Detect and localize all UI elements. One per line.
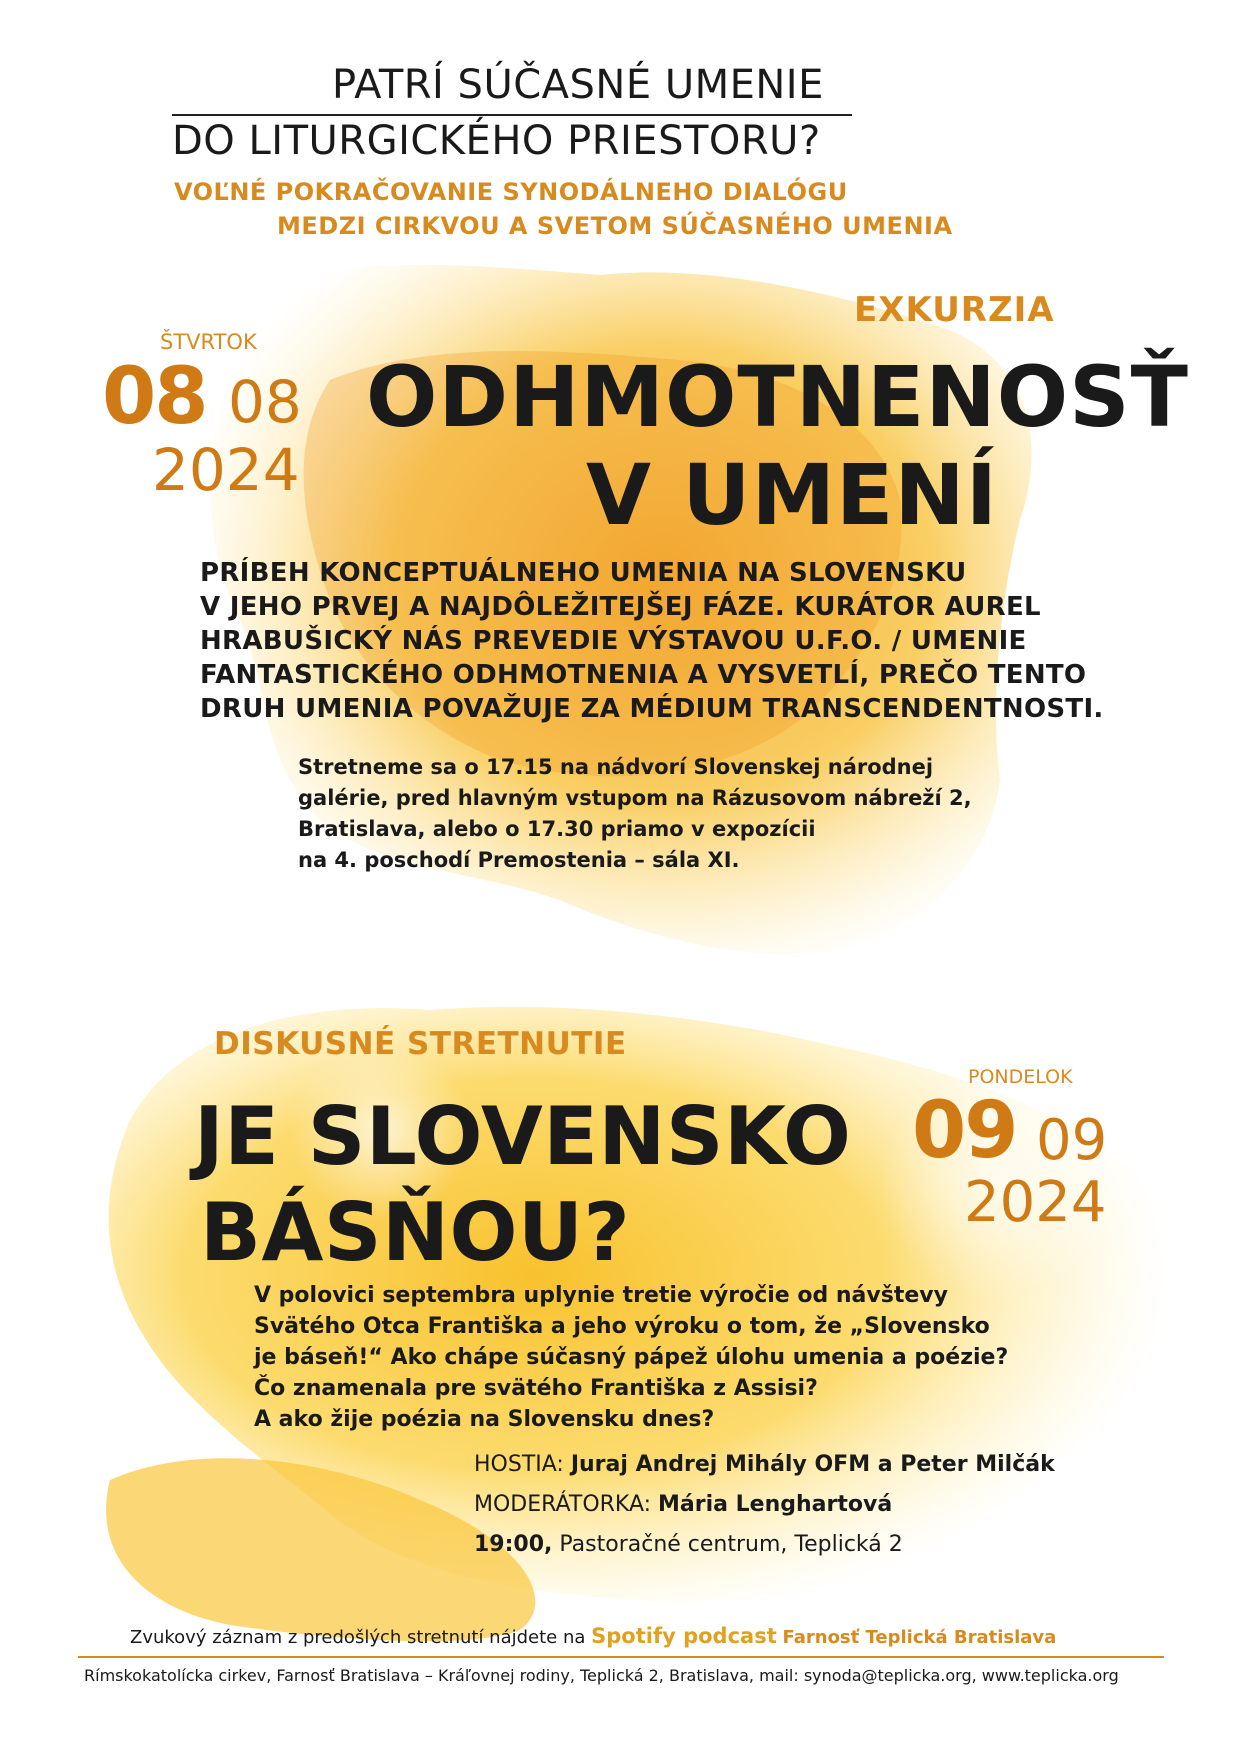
event2-title-line1: JE SLOVENSKO (194, 1090, 852, 1183)
guests-label: HOSTIA: (474, 1452, 564, 1477)
event2-title-line2: BÁSŇOU? (200, 1186, 631, 1279)
footer-recording-text: Zvukový záznam z predošlých stretnutí nájdete na (130, 1627, 586, 1648)
event1-meeting-line: na 4. poschodí Premostenia – sála XI. (298, 848, 740, 872)
header-subtitle-line1: VOĽNÉ POKRAČOVANIE SYNODÁLNEHO DIALÓGU (174, 178, 848, 206)
event1-title-line2: V UMENÍ (586, 446, 998, 544)
event1-year: 2024 (152, 436, 300, 504)
footer-parish-name: Farnosť Teplická Bratislava (782, 1627, 1057, 1648)
event1-meeting-line: Bratislava, alebo o 17.30 priamo v expozícii (298, 817, 816, 841)
event2-day: 09 (912, 1086, 1017, 1176)
event2-type: DISKUSNÉ STRETNUTIE (214, 1026, 627, 1062)
event2-month: 09 (1036, 1108, 1108, 1173)
event1-month: 08 (228, 368, 302, 436)
event1-title-line1: ODHMOTNENOSŤ (366, 348, 1189, 446)
footer-recording-note (130, 1624, 1056, 1648)
event1-meeting-line: Stretneme sa o 17.15 na nádvorí Slovenskej národnej (298, 755, 934, 779)
event2-place: Pastoračné centrum, Teplická 2 (559, 1532, 903, 1557)
event2-description-line: Svätého Otca Františka a jeho výroku o tom, že „Slovensko (254, 1314, 990, 1339)
spotify-podcast-link[interactable]: Spotify podcast (591, 1624, 777, 1648)
event2-year: 2024 (964, 1170, 1107, 1235)
footer-divider (78, 1656, 1164, 1658)
event2-description-line: Čo znamenala pre svätého Františka z Assisi? (254, 1376, 818, 1401)
event1-description-line: V JEHO PRVEJ A NAJDÔLEŽITEJŠEJ FÁZE. KURÁTOR AUREL (200, 592, 1041, 622)
event2-moderator (474, 1492, 892, 1517)
event1-description (200, 556, 1130, 726)
event1-description-line: PRÍBEH KONCEPTUÁLNEHO UMENIA NA SLOVENSKU (200, 558, 967, 588)
event2-description-line: V polovici septembra uplynie tretie výročie od návštevy (254, 1283, 948, 1308)
event1-description-line: FANTASTICKÉHO ODHMOTNENIA A VYSVETLÍ, PREČO TENTO (200, 660, 1087, 690)
guests-value: Juraj Andrej Mihály OFM a Peter Milčák (570, 1452, 1055, 1477)
event1-meeting-info (298, 752, 1078, 876)
event1-description-line: HRABUŠICKÝ NÁS PREVEDIE VÝSTAVOU U.F.O. / UMENIE (200, 626, 1027, 656)
event1-weekday: ŠTVRTOK (160, 330, 257, 354)
footer-contact: Rímskokatolícka cirkev, Farnosť Bratislava – Kráľovnej rodiny, Teplická 2, Bratislava, mail: synoda@teplicka.org, www.teplicka.org (84, 1666, 1119, 1685)
event1-description-line: DRUH UMENIA POVAŽUJE ZA MÉDIUM TRANSCENDENTNOSTI. (200, 694, 1104, 724)
event1-day: 08 (102, 352, 207, 442)
header-divider (172, 114, 852, 116)
event2-description-line: A ako žije poézia na Slovensku dnes? (254, 1407, 715, 1432)
event2-time-place (474, 1532, 903, 1557)
event2-description (254, 1280, 1084, 1435)
event1-meeting-line: galérie, pred hlavným vstupom na Rázusovom nábreží 2, (298, 786, 972, 810)
header-title-line2: DO LITURGICKÉHO PRIESTORU? (172, 118, 821, 164)
event2-weekday: PONDELOK (968, 1066, 1073, 1088)
moderator-label: MODERÁTORKA: (474, 1492, 652, 1517)
header-title-line1: PATRÍ SÚČASNÉ UMENIE (332, 62, 824, 108)
moderator-value: Mária Lenghartová (658, 1492, 893, 1517)
header-subtitle-line2: MEDZI CIRKVOU A SVETOM SÚČASNÉHO UMENIA (277, 212, 953, 240)
event2-time: 19:00, (474, 1532, 553, 1557)
event2-description-line: je báseň!“ Ako chápe súčasný pápež úlohu umenia a poézie? (254, 1345, 1009, 1370)
event2-guests (474, 1452, 1055, 1477)
event1-type: EXKURZIA (854, 290, 1055, 330)
